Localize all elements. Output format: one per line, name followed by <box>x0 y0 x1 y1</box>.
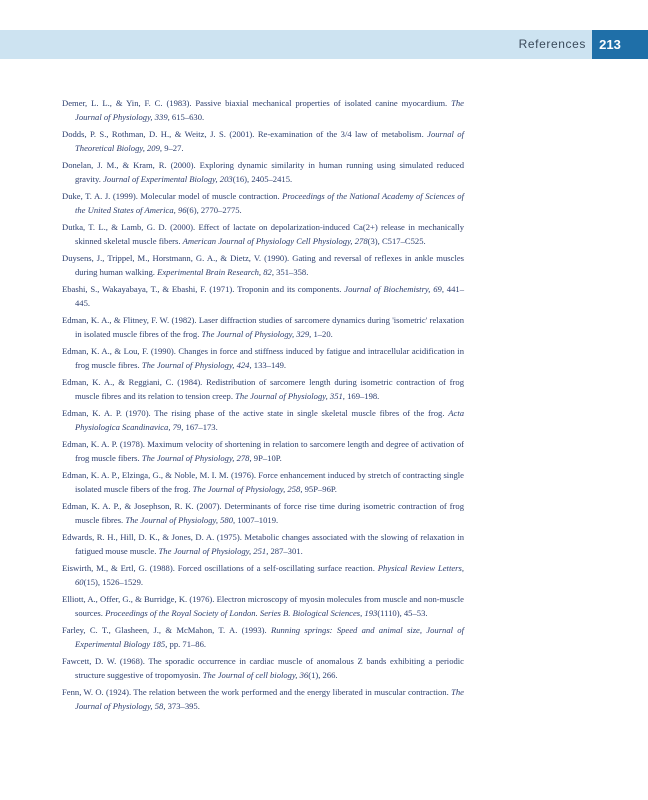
reference-entry <box>62 406 464 435</box>
reference-entry <box>62 375 464 404</box>
reference-source: The Journal of cell biology, 36 <box>202 670 309 681</box>
reference-text: Edman, K. A. P. (1978). Maximum velocity of shortening in relation to sarcomere length and degree of activation of frog muscle fibers. <box>62 439 464 464</box>
reference-text: Duysens, J., Trippel, M., Horstmann, G. A., & Dietz, V. (1990). Gating and reversal of reflexes in ankle muscles during human walking. <box>62 253 464 278</box>
reference-pages: (1110), 45–53. <box>377 608 428 619</box>
reference-entry <box>62 313 464 342</box>
reference-pages: , 1007–1019. <box>233 515 279 526</box>
reference-entry <box>62 282 464 311</box>
reference-pages: , pp. 71–86. <box>165 639 207 650</box>
reference-text: Duke, T. A. J. (1999). Molecular model of muscle contraction. <box>62 191 283 201</box>
reference-entry <box>62 189 464 218</box>
reference-pages: , 351–358. <box>271 267 309 278</box>
reference-entry <box>62 220 464 249</box>
reference-text: Donelan, J. M., & Kram, R. (2000). Exploring dynamic similarity in human running using simulated reduced gravity. <box>62 160 464 185</box>
page-number: 213 <box>599 37 621 52</box>
reference-pages: (3), C517–C525. <box>367 236 426 247</box>
reference-source: Proceedings of the National Academy of Sciences of the United States of America, 96 <box>75 191 464 216</box>
reference-source: The Journal of Physiology, 251 <box>158 546 267 557</box>
reference-pages: (15), 1526–1529. <box>83 577 144 588</box>
reference-text: Edman, K. A. P., & Josephson, R. K. (2007). Determinants of force rise time during isometric contraction of frog muscle fibres. <box>62 501 464 526</box>
reference-entry <box>62 251 464 280</box>
reference-entry <box>62 499 464 528</box>
reference-text: Edman, K. A. P., Elzinga, G., & Noble, M. I. M. (1976). Force enhancement induced by stretch of contracting single isolated muscle fibers of the frog. <box>62 470 464 495</box>
reference-pages: (1), 266. <box>308 670 338 681</box>
reference-pages: , 169–198. <box>342 391 380 402</box>
reference-text: Edwards, R. H., Hill, D. K., & Jones, D. A. (1975). Metabolic changes associated with the slowing of relaxation in fatigued mouse muscle. <box>62 532 464 557</box>
reference-text: Dodds, P. S., Rothman, D. H., & Weitz, J. S. (2001). Re-examination of the 3/4 law of metabolism. <box>62 129 428 139</box>
reference-text: Eiswirth, M., & Ertl, G. (1988). Forced oscillations of a self-oscillating surface reaction. <box>62 563 378 573</box>
reference-entry <box>62 623 464 652</box>
reference-pages: , 133–149. <box>249 360 287 371</box>
reference-source: The Journal of Physiology, 339 <box>75 98 464 123</box>
reference-entry <box>62 437 464 466</box>
reference-text: Edman, K. A., & Reggiani, C. (1984). Redistribution of sarcomere length during isometric contraction of frog muscle fibres and its relation to tension creep. <box>62 377 464 402</box>
reference-text: Ebashi, S., Wakayabaya, T., & Ebashi, F. (1971). Troponin and its components. <box>62 284 345 294</box>
reference-text: Fawcett, D. W. (1968). The sporadic occurrence in cardiac muscle of anomalous Z bands exhibiting a periodic structure suggestive of tropomyosin. <box>62 656 464 681</box>
reference-text: Dutka, T. L., & Lamb, G. D. (2000). Effect of lactate on depolarization-induced Ca(2+) release in mechanically skinned skeletal muscle fibers. <box>62 222 464 247</box>
reference-source: The Journal of Physiology, 329 <box>201 329 310 340</box>
reference-source: Experimental Brain Research, 82 <box>157 267 272 278</box>
reference-text: Edman, K. A. P. (1970). The rising phase of the active state in single skeletal muscle fibres of the frog. <box>62 408 449 418</box>
reference-source: American Journal of Physiology Cell Physiology, 278 <box>182 236 368 247</box>
reference-pages: , 9–27. <box>159 143 184 154</box>
reference-source: Acta Physiologica Scandinavica, 79 <box>75 408 464 433</box>
reference-entry <box>62 468 464 497</box>
reference-text: Edman, K. A., & Lou, F. (1990). Changes in force and stiffness induced by fatigue and intracellular acidification in frog muscle fibres. <box>62 346 464 371</box>
reference-source: Proceedings of the Royal Society of London. Series B. Biological Sciences, 193 <box>105 608 378 619</box>
reference-source: The Journal of Physiology, 351 <box>235 391 343 402</box>
reference-pages: , 9P–10P. <box>249 453 282 464</box>
reference-entry <box>62 158 464 187</box>
reference-entry <box>62 561 464 590</box>
reference-source: Physical Review Letters, 60 <box>75 563 464 588</box>
reference-source: The Journal of Physiology, 278 <box>141 453 250 464</box>
reference-pages: (16), 2405–2415. <box>232 174 293 185</box>
reference-source: The Journal of Physiology, 580 <box>125 515 234 526</box>
reference-pages: (6), 2770–2775. <box>186 205 242 216</box>
reference-entry <box>62 127 464 156</box>
reference-entry <box>62 530 464 559</box>
reference-source: The Journal of Physiology, 58 <box>75 687 464 712</box>
reference-text: Demer, L. L., & Yin, F. C. (1983). Passive biaxial mechanical properties of isolated canine myocardium. <box>62 98 452 108</box>
reference-pages: , 167–173. <box>181 422 218 433</box>
reference-entry <box>62 344 464 373</box>
reference-pages: , 441–445. <box>75 284 464 309</box>
reference-source: Journal of Biochemistry, 69 <box>344 284 442 294</box>
reference-pages: , 95P–96P. <box>300 484 337 495</box>
page-number-box <box>592 30 648 59</box>
reference-text: Fenn, W. O. (1924). The relation between the work performed and the energy liberated in muscular contraction. <box>62 687 452 697</box>
reference-source: The Journal of Physiology, 258 <box>192 484 301 495</box>
reference-source: Journal of Theoretical Biology, 209 <box>75 129 464 154</box>
reference-pages: , 373–395. <box>163 701 200 712</box>
reference-pages: , 287–301. <box>266 546 303 557</box>
reference-text: Elliott, A., Offer, G., & Burridge, K. (1976). Electron microscopy of myosin molecules from muscle and non-muscle sources. <box>62 594 464 619</box>
reference-source: The Journal of Physiology, 424 <box>141 360 250 371</box>
reference-text: Farley, C. T., Glasheen, J., & McMahon, T. A. (1993). <box>62 625 271 635</box>
reference-pages: , 1–20. <box>309 329 333 340</box>
reference-entry <box>62 685 464 714</box>
reference-entry <box>62 96 464 125</box>
running-header-title: References <box>518 37 586 51</box>
reference-entry <box>62 592 464 621</box>
reference-text: Edman, K. A., & Flitney, F. W. (1982). Laser diffraction studies of sarcomere dynamics during 'isometric' relaxation in isolated muscle fibres of the frog. <box>62 315 464 340</box>
reference-pages: , 615–630. <box>167 112 205 123</box>
reference-entry <box>62 654 464 683</box>
reference-source: Running springs: Speed and animal size, Journal of Experimental Biology 185 <box>75 625 464 650</box>
reference-source: Journal of Experimental Biology, 203 <box>103 174 233 185</box>
reference-list <box>62 96 464 716</box>
